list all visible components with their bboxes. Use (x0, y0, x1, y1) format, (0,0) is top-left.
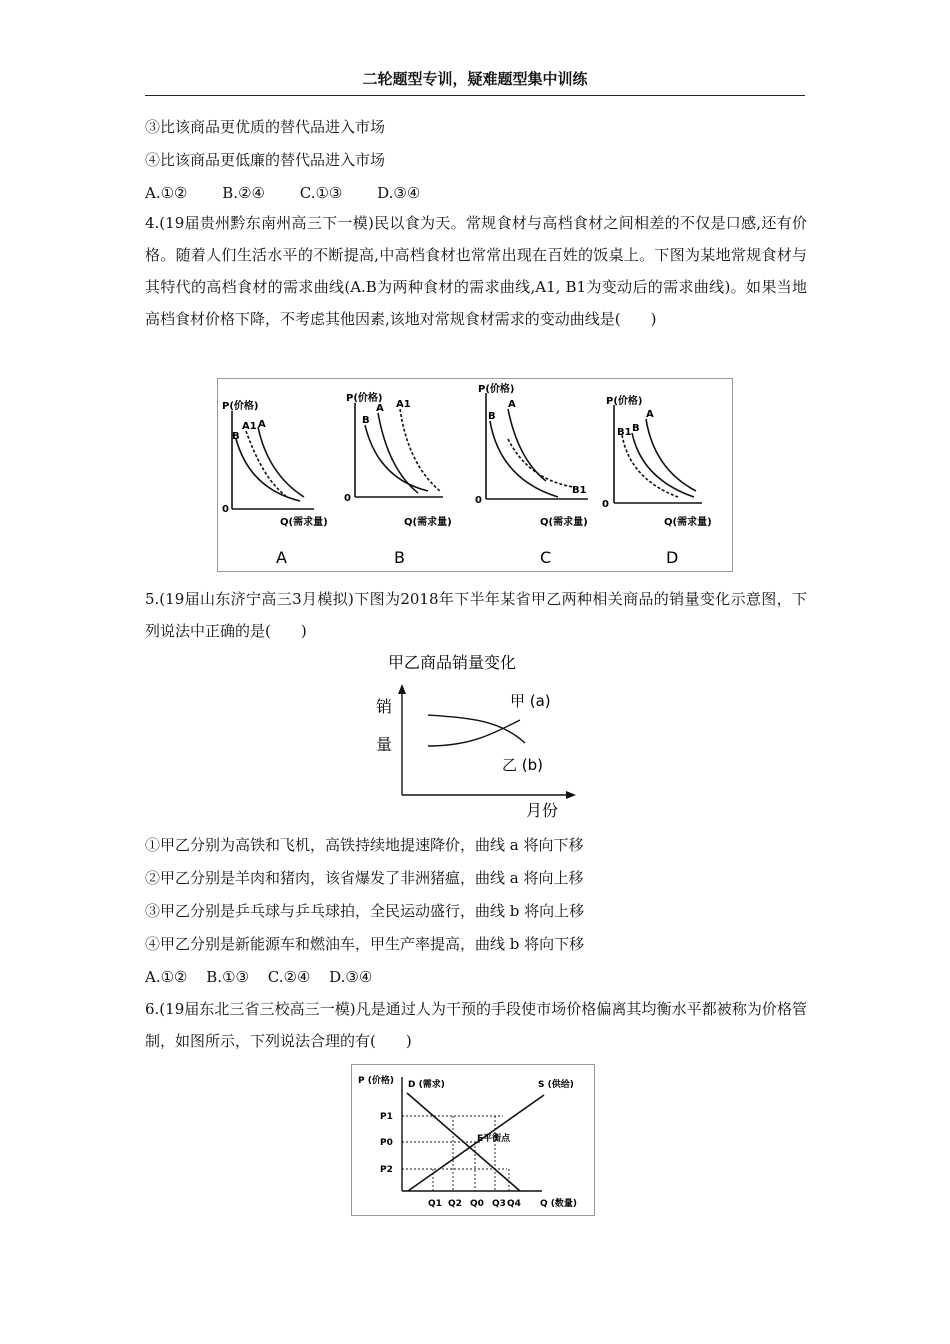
q5-option-a: A.①② (145, 968, 188, 986)
q4-a-curve-a: A (258, 419, 266, 430)
q4-b-ylabel: P(价格) (346, 393, 383, 404)
q5-options (145, 967, 386, 987)
q6-price-p0: P0 (380, 1138, 393, 1148)
q4-c-label: C (540, 548, 552, 567)
q4-panel-b (344, 391, 452, 567)
q6-figure (351, 1064, 595, 1216)
q5-option-d: D.③④ (329, 968, 373, 986)
q4-b-curve-b: B (362, 415, 370, 426)
q6-qty-q3: Q3 (492, 1199, 506, 1209)
q5-series-a-label: 甲 (a) (510, 692, 551, 710)
q4-b-origin: 0 (344, 493, 351, 504)
q6-text: 6.(19届东北三省三校高三一模)凡是通过人为干预的手段使市场价格偏离其均衡水平都被称为价格管制，如图所示，下列说法合理的有( ) (145, 1000, 807, 1050)
q4-d-curve-b1: B1 (617, 427, 632, 438)
q6-qty-q4: Q4 (507, 1199, 521, 1209)
q4-figure-svg (218, 379, 732, 571)
q5-item-3: ③甲乙分别是乒乓球与乒乓球拍，全民运动盛行，曲线 b 将向上移 (145, 902, 585, 920)
q4-d-ylabel: P(价格) (606, 396, 643, 407)
q3-option-c: C.①③ (299, 184, 343, 202)
q3-options (145, 183, 450, 203)
q4-text: 4.(19届贵州黔东南州高三下一模)民以食为天。常规食材与高档食材之间相差的不仅是口感,还有价格。随着人们生活水平的不断提高,中高档食材也常常出现在百姓的饭桌上。下图为某地常规食材与其特代的高档食材的需求曲线(A.B为两种食材的需求曲线,A1, B1为变动后的需求曲线)。如果当地高档食材价格下降，不考虑其他因素,该地对常规食材需求的变动曲线是( ) (145, 214, 807, 328)
q3-option-a: A.①② (145, 184, 188, 202)
q4-c-xlabel: Q(需求量) (540, 517, 588, 528)
q6-qty-q0: Q0 (470, 1199, 484, 1209)
q5-text: 5.(19届山东济宁高三3月模拟)下图为2018年下半年某省甲乙两种相关商品的销量变化示意图，下列说法中正确的是( ) (145, 590, 807, 640)
q5-series-b-line (428, 720, 520, 746)
q3-option-d: D.③④ (377, 184, 421, 202)
q4-d-label: D (666, 548, 679, 567)
q3-item-4: ④比该商品更低廉的替代品进入市场 (145, 151, 386, 169)
q6-demand-label: D (需求) (408, 1080, 445, 1090)
q4-c-origin: 0 (475, 495, 482, 506)
q4-d-origin: 0 (602, 499, 609, 510)
q4-panel-d (602, 394, 712, 567)
q6-equilibrium: E平衡点 (477, 1134, 511, 1144)
q4-a-curve-b: B (232, 431, 240, 442)
q4-panel-a (222, 399, 328, 567)
q4-c-curve-b: B (488, 411, 496, 422)
q6-guides (402, 1116, 509, 1191)
q6-price-p2: P2 (380, 1165, 393, 1175)
q6-supply-label: S (供给) (538, 1080, 574, 1090)
q4-b-curve-a: A (376, 403, 384, 414)
q5-ylabel-1: 销 (376, 697, 393, 716)
q4-panel-c (475, 382, 588, 567)
q5-option-b: B.①③ (206, 968, 249, 986)
q4-a-curve-a1: A1 (242, 421, 257, 432)
q4-c-curve-a: A (508, 399, 516, 410)
q3-item-3: ③比该商品更优质的替代品进入市场 (145, 118, 386, 136)
q4-c-curve-b1: B1 (572, 485, 587, 496)
q5-x-arrow (566, 791, 576, 799)
q4-a-label: A (276, 548, 287, 567)
q4-a-ylabel: P(价格) (222, 401, 259, 412)
q4-b-curve-a1: A1 (396, 399, 411, 410)
q6-ylabel: P (价格) (358, 1076, 394, 1086)
q4-b-xlabel: Q(需求量) (404, 517, 452, 528)
q4-d-curve-b: B (632, 423, 640, 434)
q6-qty-q1: Q1 (428, 1199, 442, 1209)
q5-xlabel: 月份 (526, 801, 559, 820)
q5-item-2: ②甲乙分别是羊肉和猪肉，该省爆发了非洲猪瘟，曲线 a 将向上移 (145, 869, 584, 887)
q6-qty-q2: Q2 (448, 1199, 462, 1209)
q5-ylabel-2: 量 (376, 735, 393, 754)
q4-a-xlabel: Q(需求量) (280, 517, 328, 528)
q4-c-ylabel: P(价格) (478, 384, 515, 395)
q5-y-arrow (398, 684, 406, 694)
q4-d-curve-a: A (646, 409, 654, 420)
q4-b-label: B (394, 548, 405, 567)
q5-chart-title: 甲乙商品销量变化 (388, 653, 517, 672)
q5-series-b-label: 乙 (b) (502, 756, 543, 774)
q4-figure (217, 378, 733, 572)
q4-d-xlabel: Q(需求量) (664, 517, 712, 528)
q5-chart (370, 650, 580, 822)
page-header: 二轮题型专训，疑难题型集中训练 (145, 68, 805, 96)
q6-price-p1: P1 (380, 1112, 393, 1122)
q3-option-b: B.②④ (222, 184, 265, 202)
q6-xlabel: Q (数量) (540, 1199, 578, 1209)
q5-item-1: ①甲乙分别为高铁和飞机，高铁持续地提速降价，曲线 a 将向下移 (145, 836, 584, 854)
q6-figure-svg (352, 1065, 594, 1215)
q5-item-4: ④甲乙分别是新能源车和燃油车，甲生产率提高，曲线 b 将向下移 (145, 935, 585, 953)
q6-supply-line (408, 1095, 544, 1191)
q5-option-c: C.②④ (267, 968, 311, 986)
q4-a-origin: 0 (222, 504, 229, 515)
